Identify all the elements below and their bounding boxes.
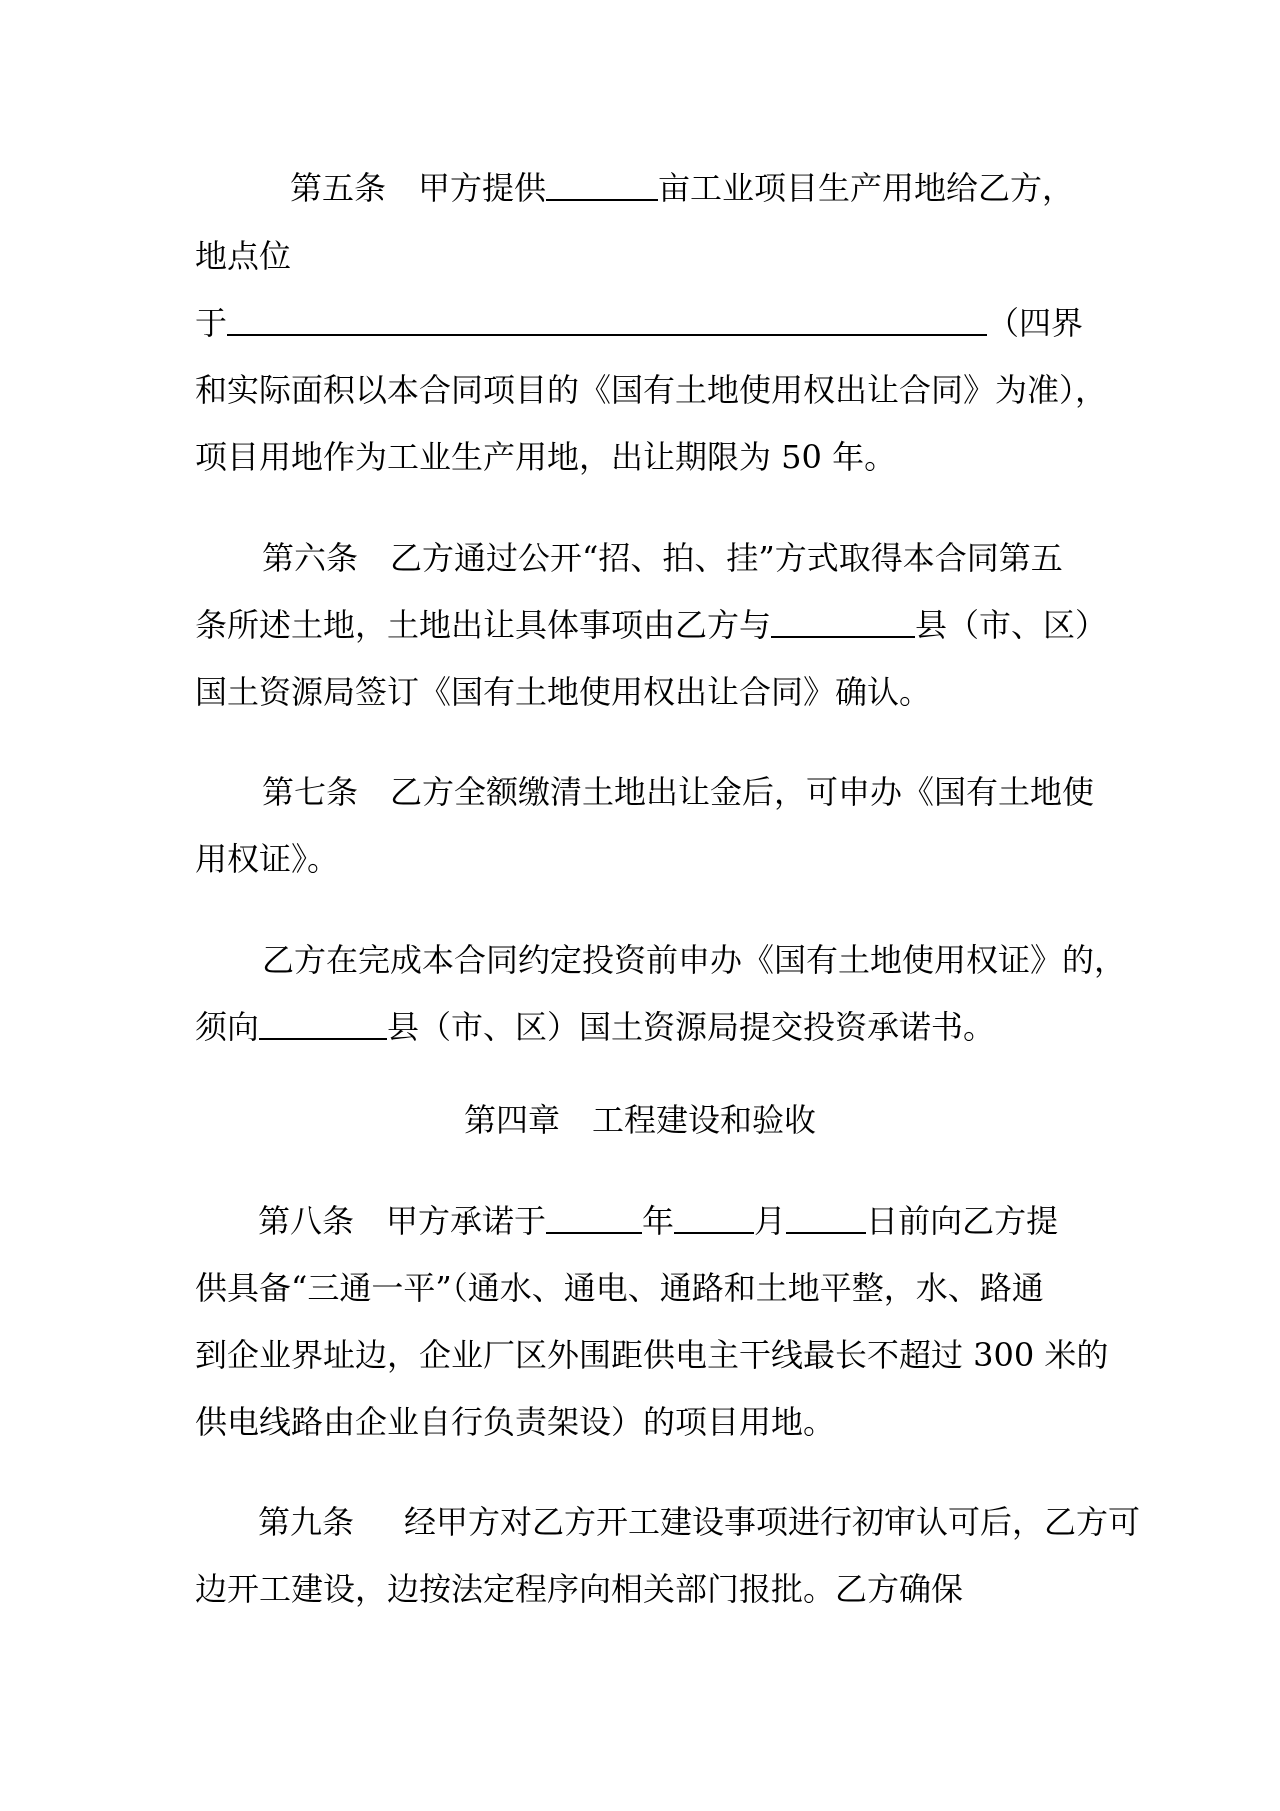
article-7-line-1: 第七条 乙方全额缴清土地出让金后，可申办《国有土地使 [262,773,1095,811]
county-blank-2 [259,1008,387,1040]
article-6-line-1: 第六条 乙方通过公开“招、拍、挂”方式取得本合同第五 [262,539,1063,577]
article-9-line-1: 第九条 经甲方对乙方开工建设事项进行初审认可后，乙方可 [258,1503,1141,1541]
article-9-line-2: 边开工建设，边按法定程序向相关部门报批。乙方确保 [195,1570,964,1608]
year-blank [546,1202,642,1234]
location-blank [227,304,987,336]
article-6-line-3: 国土资源局签订《国有土地使用权出让合同》确认。 [195,673,932,711]
article-7-para-2-line-1: 乙方在完成本合同约定投资前申办《国有土地使用权证》的， [262,941,1127,979]
article-7-line-2: 用权证》。 [195,840,340,878]
day-blank [786,1202,866,1234]
article-5-line-5: 项目用地作为工业生产用地，出让期限为 50 年。 [195,438,897,476]
month-blank [674,1202,754,1234]
article-6-label: 第六条 [262,539,359,577]
article-8-line-4: 供电线路由企业自行负责架设）的项目用地。 [195,1403,836,1441]
chapter-title: 第四章 工程建设和验收 [463,1101,816,1139]
article-5-line-4: 和实际面积以本合同项目的《国有土地使用权出让合同》为准）， [195,371,1108,409]
article-8-line-3: 到企业界址边，企业厂区外围距供电主干线最长不超过 300 米的 [195,1336,1109,1374]
acreage-blank [546,169,658,201]
article-5-line-3: 于 （四界 [195,304,1084,342]
article-5-line-1: 第五条 甲方提供 亩工业项目生产用地给乙方， [290,169,1075,207]
county-blank-1 [771,606,915,638]
article-5-label: 第五条 [290,169,387,207]
article-7-label: 第七条 [262,773,359,811]
article-5-line-2: 地点位 [195,237,292,275]
article-9-label: 第九条 [258,1503,355,1541]
article-7-para-2-line-2: 须向 县（市、区）国土资源局提交投资承诺书。 [195,1008,996,1046]
article-8-line-1: 第八条 甲方承诺于 年 月 日前向乙方提 [258,1202,1059,1240]
article-8-line-2: 供具备“三通一平”（通水、通电、通路和土地平整，水、路通 [195,1269,1044,1307]
article-8-label: 第八条 [258,1202,355,1240]
article-6-line-2: 条所述土地，土地出让具体事项由乙方与 县（市、区） [195,606,1108,644]
